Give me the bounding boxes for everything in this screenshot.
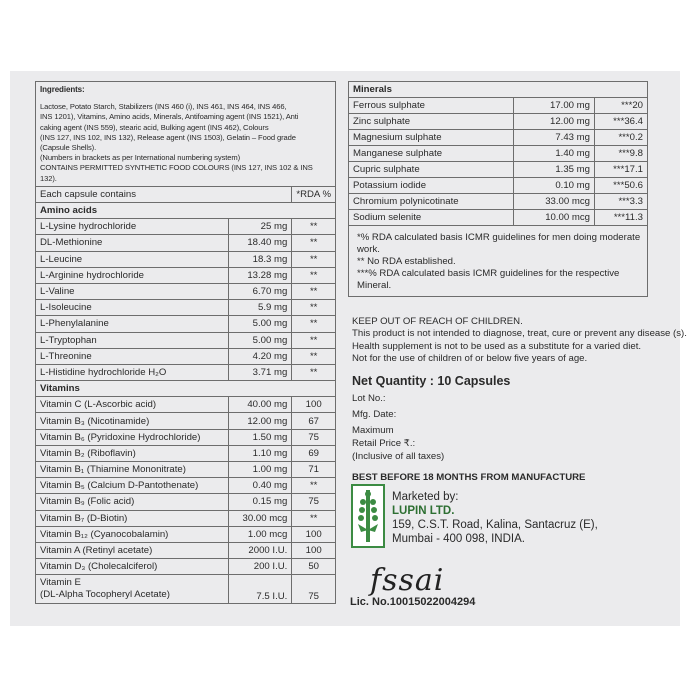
table-row xyxy=(36,267,336,283)
table-row xyxy=(36,283,336,299)
mineral-amount: 17.00 mg xyxy=(514,98,595,114)
nutrient-name: Vitamin B₃ (Nicotinamide) xyxy=(36,413,229,429)
nutrient-name: Vitamin C (L-Ascorbic acid) xyxy=(36,397,229,413)
mineral-rda: ***20 xyxy=(595,98,648,114)
mineral-amount: 10.00 mcg xyxy=(514,210,595,226)
mineral-amount: 1.40 mg xyxy=(514,146,595,162)
mineral-name: Magnesium sulphate xyxy=(349,130,514,146)
lupin-plant-icon xyxy=(353,486,383,546)
nutrient-amount: 2000 I.U. xyxy=(229,542,292,558)
header-rda: *RDA % xyxy=(292,186,336,202)
amino-acids-heading: Amino acids xyxy=(36,203,336,219)
nutrient-rda: ** xyxy=(292,332,336,348)
nutrient-amount: 4.20 mg xyxy=(229,348,292,364)
right-column xyxy=(348,81,648,297)
minerals-heading: Minerals xyxy=(349,82,648,98)
table-row xyxy=(36,316,336,332)
table-row xyxy=(36,300,336,316)
nutrient-rda: 75 xyxy=(292,494,336,510)
table-row xyxy=(36,332,336,348)
section-row-amino xyxy=(36,203,336,219)
note-line: Mineral. xyxy=(357,280,392,291)
ingredients-text xyxy=(40,102,331,184)
nutrient-rda: ** xyxy=(292,510,336,526)
table-row xyxy=(349,162,648,178)
mineral-name: Potassium iodide xyxy=(349,178,514,194)
table-row xyxy=(36,429,336,445)
table-row xyxy=(349,98,648,114)
ingredients-line: CONTAINS PERMITTED SYNTHETIC FOOD COLOURS (INS 127, INS 102 & INS 132). xyxy=(40,163,313,183)
mineral-rda: ***36.4 xyxy=(595,114,648,130)
table-row xyxy=(36,364,336,380)
table-row xyxy=(36,559,336,575)
ingredients-line: (Capsule Shells). xyxy=(40,143,97,153)
table-row xyxy=(36,478,336,494)
table-row xyxy=(349,194,648,210)
minerals-table xyxy=(348,81,648,226)
ingredients-line: Lactose, Potato Starch, Stabilizers (INS 460 (i), INS 461, INS 464, INS 466, xyxy=(40,102,287,112)
nutrient-amount: 13.28 mg xyxy=(229,267,292,283)
nutrient-name: L-Leucine xyxy=(36,251,229,267)
mineral-name: Sodium selenite xyxy=(349,210,514,226)
table-row xyxy=(36,462,336,478)
nutrient-rda: ** xyxy=(292,348,336,364)
nutrient-name: L-Phenylalanine xyxy=(36,316,229,332)
note-line: work. xyxy=(357,244,380,255)
nutrient-name: Vitamin D₃ (Cholecalciferol) xyxy=(36,559,229,575)
nutrient-amount: 0.15 mg xyxy=(229,494,292,510)
nutrient-amount: 5.00 mg xyxy=(229,332,292,348)
nutrient-rda: ** xyxy=(292,478,336,494)
warnings-text xyxy=(352,316,687,365)
nutrient-rda: 71 xyxy=(292,462,336,478)
nutrient-amount: 6.70 mg xyxy=(229,283,292,299)
nutrient-amount: 30.00 mcg xyxy=(229,510,292,526)
nutrient-name: Vitamin B₂ (Riboflavin) xyxy=(36,445,229,461)
nutrient-name: L-Valine xyxy=(36,283,229,299)
nutrient-name: Vitamin B₉ (Folic acid) xyxy=(36,494,229,510)
warning-line: Not for the use of children of or below five years of age. xyxy=(352,352,588,364)
table-row xyxy=(349,114,648,130)
nutrient-name: Vitamin B₁₂ (Cyanocobalamin) xyxy=(36,526,229,542)
nutrient-rda: ** xyxy=(292,283,336,299)
nutrient-amount: 40.00 mg xyxy=(229,397,292,413)
mineral-rda: ***0.2 xyxy=(595,130,648,146)
nutrient-amount: 3.71 mg xyxy=(229,364,292,380)
header-amount xyxy=(229,186,292,202)
nutrient-name-line: Vitamin E xyxy=(40,577,81,589)
mineral-rda: ***11.3 xyxy=(595,210,648,226)
nutrient-name: Vitamin B₁ (Thiamine Mononitrate) xyxy=(36,462,229,478)
mineral-name: Manganese sulphate xyxy=(349,146,514,162)
nutrient-amount: 5.00 mg xyxy=(229,316,292,332)
nutrient-name: Vitamin B₅ (Calcium D-Pantothenate) xyxy=(36,478,229,494)
nutrient-amount: 1.50 mg xyxy=(229,429,292,445)
warning-line: This product is not intended to diagnose, treat, cure or prevent any disease (s). xyxy=(352,328,687,340)
company-name: LUPIN LTD. xyxy=(392,505,455,517)
nutrient-name: L-Histidine hydrochloride H₂O xyxy=(36,364,229,380)
ingredients-line: (INS 127, INS 102, INS 132), Release agent (INS 1503), Gelatin – Food grade xyxy=(40,132,296,142)
note-line: ***% RDA calculated basis ICMR guidelines for the respective xyxy=(357,268,620,279)
note-line: *% RDA calculated basis ICMR guidelines for men doing moderate xyxy=(357,232,641,243)
mineral-amount: 0.10 mg xyxy=(514,178,595,194)
ingredients-line: caking agent (INS 559), stearic acid, Bulking agent (INS 462), Colours xyxy=(40,122,269,132)
left-column xyxy=(35,81,336,604)
nutrient-rda: 75 xyxy=(292,429,336,445)
section-row-minerals xyxy=(349,82,648,98)
nutrient-name: DL-Methionine xyxy=(36,235,229,251)
nutrient-amount: 18.3 mg xyxy=(229,251,292,267)
nutrient-name: L-Tryptophan xyxy=(36,332,229,348)
nutrient-rda: ** xyxy=(292,219,336,235)
table-header-row xyxy=(36,186,336,202)
mfg-date-label: Mfg. Date: xyxy=(352,409,397,420)
table-row xyxy=(36,575,336,604)
table-row xyxy=(36,235,336,251)
nutrient-rda: 100 xyxy=(292,526,336,542)
nutrient-amount: 1.10 mg xyxy=(229,445,292,461)
vitamins-heading: Vitamins xyxy=(36,381,336,397)
retail-price-label: Retail Price ₹.: xyxy=(352,438,416,449)
lot-number-label: Lot No.: xyxy=(352,393,386,404)
table-row xyxy=(36,251,336,267)
table-row xyxy=(36,542,336,558)
table-row xyxy=(36,526,336,542)
nutrient-name: L-Isoleucine xyxy=(36,300,229,316)
table-row xyxy=(349,146,648,162)
nutrient-amount: 1.00 mcg xyxy=(229,526,292,542)
nutrient-amount: 18.40 mg xyxy=(229,235,292,251)
mineral-rda: ***50.6 xyxy=(595,178,648,194)
mineral-name: Zinc sulphate xyxy=(349,114,514,130)
lupin-logo xyxy=(351,484,385,548)
ingredients-box xyxy=(35,81,336,186)
nutrient-amount: 25 mg xyxy=(229,219,292,235)
inclusive-taxes-label: (Inclusive of all taxes) xyxy=(352,451,445,462)
nutrient-rda: 75 xyxy=(292,575,336,604)
table-row xyxy=(36,397,336,413)
nutrient-rda: 100 xyxy=(292,397,336,413)
nutrient-rda: ** xyxy=(292,251,336,267)
ingredients-line: (Numbers in brackets as per International numbering system) xyxy=(40,153,241,163)
address-line-1: 159, C.S.T. Road, Kalina, Santacruz (E), xyxy=(392,519,598,531)
nutrient-rda: ** xyxy=(292,316,336,332)
nutrient-rda: ** xyxy=(292,235,336,251)
nutrient-name xyxy=(36,575,229,604)
table-row xyxy=(36,510,336,526)
table-row xyxy=(349,210,648,226)
table-row xyxy=(36,219,336,235)
nutrient-rda: ** xyxy=(292,364,336,380)
nutrient-amount: 5.9 mg xyxy=(229,300,292,316)
maximum-label: Maximum xyxy=(352,425,394,436)
ingredients-line: INS 1201), Vitamins, Amino acids, Minerals, Antifoaming agent (INS 1521), Anti xyxy=(40,112,299,122)
table-row xyxy=(349,178,648,194)
section-row-vitamins xyxy=(36,381,336,397)
table-row xyxy=(36,413,336,429)
nutrient-name-line: (DL-Alpha Tocopheryl Acetate) xyxy=(40,589,170,601)
nutrient-rda: 67 xyxy=(292,413,336,429)
nutrient-rda: 50 xyxy=(292,559,336,575)
nutrient-rda: 69 xyxy=(292,445,336,461)
mineral-rda: ***3.3 xyxy=(595,194,648,210)
address-line-2: Mumbai - 400 098, INDIA. xyxy=(392,533,525,545)
nutrient-amount: 0.40 mg xyxy=(229,478,292,494)
marketer-block xyxy=(392,490,598,546)
table-row xyxy=(36,445,336,461)
nutrient-table xyxy=(35,186,336,605)
table-row xyxy=(36,494,336,510)
nutrient-rda: ** xyxy=(292,300,336,316)
rda-notes xyxy=(348,226,648,297)
ingredients-heading: Ingredients: xyxy=(40,85,85,94)
best-before: BEST BEFORE 18 MONTHS FROM MANUFACTURE xyxy=(352,472,586,483)
mineral-amount: 12.00 mg xyxy=(514,114,595,130)
net-quantity: Net Quantity : 10 Capsules xyxy=(352,374,511,388)
fssai-logo: fssai xyxy=(370,563,445,598)
mineral-name: Cupric sulphate xyxy=(349,162,514,178)
mineral-amount: 33.00 mcg xyxy=(514,194,595,210)
license-number: Lic. No.10015022004294 xyxy=(350,596,476,608)
nutrient-name: L-Arginine hydrochloride xyxy=(36,267,229,283)
marketed-by: Marketed by: xyxy=(392,491,459,503)
nutrient-name: Vitamin A (Retinyl acetate) xyxy=(36,542,229,558)
mineral-rda: ***9.8 xyxy=(595,146,648,162)
nutrient-name: Vitamin B₆ (Pyridoxine Hydrochloride) xyxy=(36,429,229,445)
nutrient-name: L-Lysine hydrochloride xyxy=(36,219,229,235)
nutrient-rda: ** xyxy=(292,267,336,283)
warning-line: Health supplement is not to be used as a substitute for a varied diet. xyxy=(352,340,642,352)
warning-line: KEEP OUT OF REACH OF CHILDREN. xyxy=(352,316,523,327)
table-row xyxy=(36,348,336,364)
table-row xyxy=(349,130,648,146)
nutrient-amount: 200 I.U. xyxy=(229,559,292,575)
nutrient-amount: 7.5 I.U. xyxy=(229,575,292,604)
mineral-name: Ferrous sulphate xyxy=(349,98,514,114)
mineral-name: Chromium polynicotinate xyxy=(349,194,514,210)
note-line: ** No RDA established. xyxy=(357,256,456,267)
mineral-rda: ***17.1 xyxy=(595,162,648,178)
nutrient-amount: 12.00 mg xyxy=(229,413,292,429)
nutrient-name: L-Threonine xyxy=(36,348,229,364)
nutrient-rda: 100 xyxy=(292,542,336,558)
mineral-amount: 1.35 mg xyxy=(514,162,595,178)
nutrient-amount: 1.00 mg xyxy=(229,462,292,478)
header-each-capsule: Each capsule contains xyxy=(36,186,229,202)
nutrient-name: Vitamin B₇ (D-Biotin) xyxy=(36,510,229,526)
mineral-amount: 7.43 mg xyxy=(514,130,595,146)
